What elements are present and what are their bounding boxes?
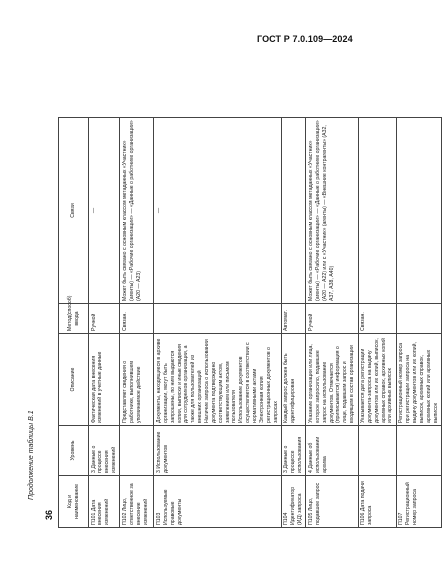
- table-row: [281, 118, 306, 528]
- cell-code: П105 Лицо, подавшее запрос: [306, 476, 358, 528]
- cell-code: П106 Дата подачи запроса: [358, 476, 396, 528]
- cell-method: Ручной: [306, 304, 358, 334]
- cell-level: [358, 426, 396, 476]
- description-paragraph: Представляет сведения о работнике, выполнившем упоминаемое действие: [121, 360, 142, 423]
- table-row: [306, 118, 358, 528]
- cell-level: 3 Данные о процессе внесения изменений: [89, 426, 120, 476]
- cell-method: [396, 304, 441, 334]
- cell-level: 3 Использование документов: [154, 426, 281, 476]
- cell-description: [358, 334, 396, 426]
- cell-method: Связан.: [358, 304, 396, 334]
- description-paragraph: Использование документов осуществляется в соответствии с нормативными актами: [238, 342, 258, 423]
- table-row: [89, 118, 120, 528]
- cell-method: Ручной: [89, 304, 120, 334]
- description-paragraph: Регистрационный номер запроса при регистрации запроса на выдачу документов или их копий, выписок, архивных справок, архивных копий или архивных выписок: [398, 342, 439, 423]
- cell-code: П107 Регистрационный номер запроса: [396, 476, 441, 528]
- cell-level: 3 Данные о процессе использования: [281, 426, 306, 476]
- cell-code: П102 Лицо, ответственное за внесение изменений: [120, 476, 154, 528]
- table-caption: Продолжение таблицы В.1: [28, 410, 35, 500]
- cell-method: Связан.: [120, 304, 154, 334]
- cell-links: —: [154, 118, 281, 304]
- column-header-method: Метод(способ) ввода: [59, 304, 89, 334]
- cell-links: [396, 118, 441, 304]
- cell-links: [281, 118, 306, 304]
- cell-description: [306, 334, 358, 426]
- table-row: [120, 118, 154, 528]
- metadata-table-container: [58, 118, 439, 528]
- column-header-description: Описание: [59, 334, 89, 426]
- metadata-table: [58, 117, 442, 528]
- column-header-code: Код и наименование: [59, 476, 89, 528]
- description-paragraph: Наличие запроса о использовании документа подтверждено соответствующим актом, заявлением или письмом пользователя: [203, 339, 238, 423]
- description-paragraph: Электронная копия регистрационных документов о запросах: [258, 347, 279, 423]
- cell-links: Может быть связано с основным классом метаданных «Участник» (агенты) — «Рабочие организации» — «Данные о работнике организации» (А20 — А23): [120, 118, 154, 304]
- cell-level: [396, 426, 441, 476]
- table-row: [154, 118, 281, 528]
- table-header-row: [59, 118, 89, 528]
- table-row: [358, 118, 396, 528]
- cell-level: 4 Данные об использовании архива: [306, 426, 358, 476]
- page-number: 36: [44, 509, 54, 520]
- cell-description: [120, 334, 154, 426]
- cell-code: П101 Дата внесения изменений: [89, 476, 120, 528]
- column-header-links: Связи: [59, 118, 89, 304]
- cell-level: [120, 426, 154, 476]
- description-paragraph: Указание организации или лица, которое запросило, подавшее запрос на использование документов. Отмечается (приписывается) информация о лице, подавшем запрос и входящем в состав организации: [307, 344, 356, 423]
- cell-code: П104 Идентификатор (ИД) запроса: [281, 476, 306, 528]
- standard-code: ГОСТ Р 7.0.109—2024: [257, 34, 353, 44]
- cell-code: П103 Используемые правовые документы: [154, 476, 281, 528]
- table-row: [396, 118, 441, 528]
- cell-method: Автомат.: [281, 304, 306, 334]
- description-paragraph: Документы, находящиеся в архиве организации, могут быть запрошены, по ним выдаются копии, выписки и иные сведения для сотрудников организации, а также для пользователей из внешних организаций: [155, 338, 204, 423]
- cell-description: [154, 334, 281, 426]
- cell-description: [396, 334, 441, 426]
- cell-links: Может быть связано с основным классом метаданных «Участник» (агенты) — «Рабочие организации» — «Данные о работнике организации» (А20 — А22) или с «Участник» (агенты) — «Внешние контрагенты» (А32, А37, А38, А40): [306, 118, 358, 304]
- cell-links: —: [89, 118, 120, 304]
- cell-links: [358, 118, 396, 304]
- column-header-level: Уровень: [59, 426, 89, 476]
- cell-description: [281, 334, 306, 426]
- cell-method: [154, 304, 281, 334]
- description-paragraph: Фактическая дата внесения изменений в учетные данные: [90, 351, 104, 423]
- description-paragraph: Каждый запрос должен быть идентифицирован: [283, 353, 297, 423]
- description-paragraph: Указывается дата регистрации документа-запроса на выдачу документов или их копий, выписок, архивных справок, архивных копий или архивных выписок: [360, 338, 394, 423]
- cell-description: [89, 334, 120, 426]
